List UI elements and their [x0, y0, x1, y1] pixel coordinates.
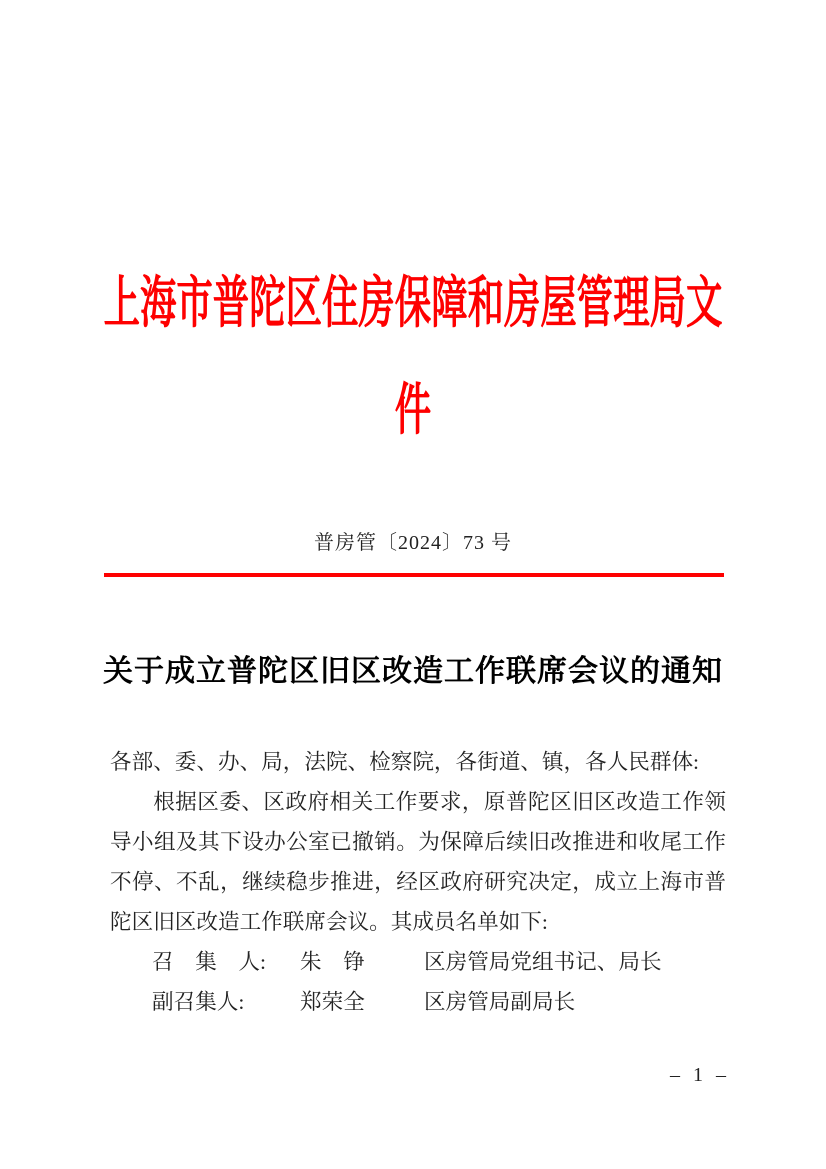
page-number: – 1 – [670, 1064, 730, 1086]
member-row-deputy-convener [110, 982, 726, 1022]
salutation-line: 各部、委、办、局，法院、检察院，各街道、镇，各人民群体: [110, 750, 700, 774]
document-body [110, 742, 726, 1022]
member-role-label: 召 集 人: [152, 950, 266, 974]
member-position-title: 区房管局副局长 [424, 990, 576, 1014]
member-row-convener [110, 942, 726, 982]
org-title-line-2-text: 件 [394, 378, 432, 441]
member-name: 朱 铮 [300, 950, 365, 974]
document-title: 关于成立普陀区旧区改造工作联席会议的通知 [103, 655, 723, 688]
red-divider-rule [104, 573, 724, 577]
org-title-line-1 [0, 272, 826, 334]
member-position-title: 区房管局党组书记、局长 [424, 950, 662, 974]
body-paragraph: 根据区委、区政府相关工作要求，原普陀区旧区改造工作领导小组及其下设办公室已撤销。为保障后续旧改推进和收尾工作不停、不乱，继续稳步推进，经区政府研究决定，成立上海市普陀区旧区改造工作联席会议。其成员名单如下: [110, 790, 726, 934]
document-number: 普房管〔2024〕73 号 [314, 532, 512, 554]
member-name: 郑荣全 [300, 990, 365, 1014]
member-role-label: 副召集人: [152, 990, 245, 1014]
org-title-banner [0, 272, 826, 441]
org-title-line-1-text: 上海市普陀区住房保障和房屋管理局文 [103, 271, 723, 334]
org-title-line-2 [0, 379, 826, 441]
